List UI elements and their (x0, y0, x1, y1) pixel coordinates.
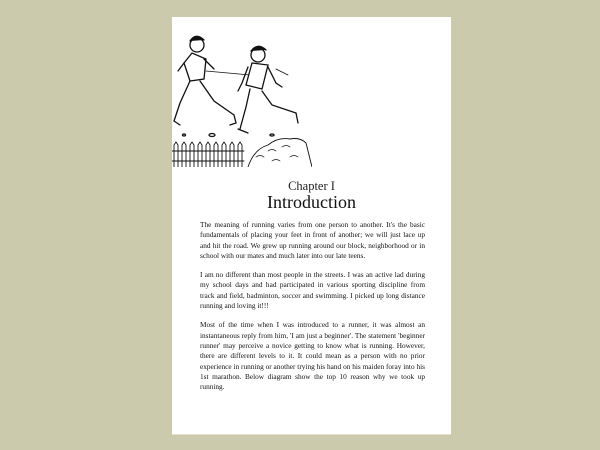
two-boys-running-illustration (172, 17, 312, 167)
paragraph: I am no different than most people in the streets. I was an active lad during my school days and had participated in various sporting discipline from track and field, badminton, soccer and swimming. I picked up long distance running and loving it!!! (200, 270, 425, 311)
paragraph: The meaning of running varies from one person to another. It's the basic fundamentals of placing your feet in front of another; we will just lace up and hit the road. We grew up running around our block, neighborhood or in school with our mates and much later into our late teens. (200, 220, 425, 260)
chapter-title: Introduction (267, 192, 356, 212)
paragraph: Most of the time when I was introduced to a runner, it was almost an instantaneous reply from him, 'I am just a beginner'. The statement 'beginner runner' may perceive a novice getting to know what is running. However, there are different levels to it. It could mean as a person with no prior experience in running or another trying his hand on his maiden foray into his 1st marathon. Below diagram show the top 10 reason why we took up running. (200, 320, 425, 392)
book-page (172, 17, 451, 434)
chapter-body (200, 220, 425, 401)
chapter-label: Chapter I (288, 179, 335, 193)
